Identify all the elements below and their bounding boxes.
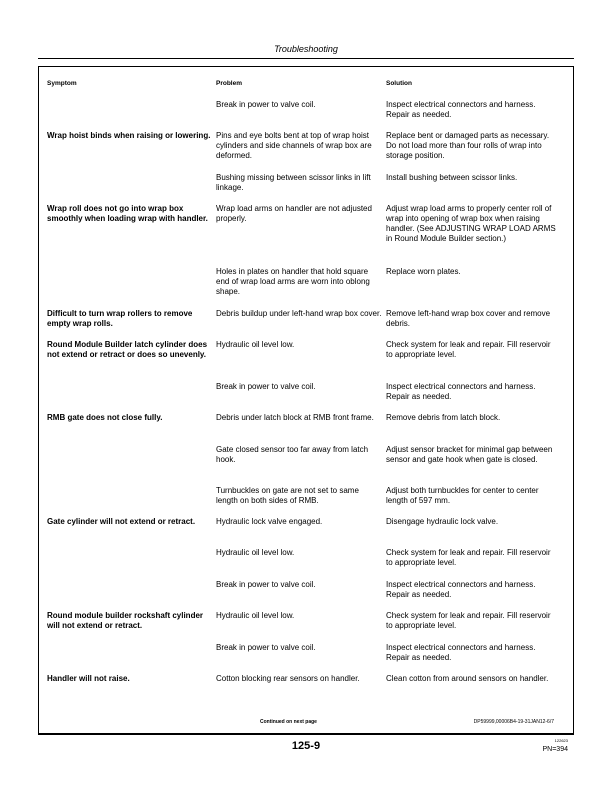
table-row-solution: Check system for leak and repair. Fill reservoir to appropriate level. <box>386 340 551 359</box>
table-row-solution: Clean cotton from around sensors on handler. <box>386 674 549 683</box>
table-row-problem: Turnbuckles on gate are not set to same length on both sides of RMB. <box>216 486 359 505</box>
table-row-solution: Remove debris from latch block. <box>386 413 501 422</box>
table-row-symptom: Wrap hoist binds when raising or lowering. <box>47 131 211 140</box>
table-row-symptom: Round module builder rockshaft cylinder will not extend or retract. <box>47 611 204 630</box>
table-row-problem: Hydraulic lock valve engaged. <box>216 517 323 526</box>
table-row-problem: Break in power to valve coil. <box>216 643 316 652</box>
table-row-solution: Adjust sensor bracket for minimal gap between sensor and gate hook when gate is closed. <box>386 445 553 464</box>
table-row-problem: Break in power to valve coil. <box>216 382 316 391</box>
page-number: 125-9 <box>291 740 321 752</box>
table-row-solution: Check system for leak and repair. Fill reservoir to appropriate level. <box>386 548 551 567</box>
table-row-symptom: Gate cylinder will not extend or retract. <box>47 517 196 526</box>
document-code: DP59999,00006B4-19-31JAN12-6/7 <box>473 719 554 725</box>
table-row-solution: Adjust both turnbuckles for center to center length of 597 mm. <box>386 486 539 505</box>
table-row-problem: Break in power to valve coil. <box>216 100 316 109</box>
table-row-solution: Install bushing between scissor links. <box>386 173 518 182</box>
table-row-symptom: Wrap roll does not go into wrap box smoothly when loading wrap with handler. <box>47 204 208 223</box>
table-row-problem: Holes in plates on handler that hold square end of wrap load arms are worn into oblong shape. <box>216 267 370 296</box>
table-row-solution: Inspect electrical connectors and harness. Repair as needed. <box>386 382 536 401</box>
table-row-solution: Inspect electrical connectors and harness. Repair as needed. <box>386 580 536 599</box>
table-row-solution: Disengage hydraulic lock valve. <box>386 517 499 526</box>
column-header-symptom: Symptom <box>47 80 77 87</box>
pn-number: PN=394 <box>542 746 568 753</box>
column-header-problem: Problem <box>216 80 243 87</box>
table-row-problem: Hydraulic oil level low. <box>216 548 295 557</box>
table-row-problem: Cotton blocking rear sensors on handler. <box>216 674 360 683</box>
table-row-symptom: Difficult to turn wrap rollers to remove empty wrap rolls. <box>47 309 193 328</box>
footer-rule <box>38 734 574 735</box>
table-row-problem: Gate closed sensor too far away from latch hook. <box>216 445 369 464</box>
table-row-solution: Adjust wrap load arms to properly center roll of wrap into opening of wrap box when raising handler. (See ADJUSTING WRAP LOAD ARMS in Round Module Builder section.) <box>386 204 556 243</box>
column-header-solution: Solution <box>386 80 412 87</box>
table-row-problem: Pins and eye bolts bent at top of wrap hoist cylinders and side channels of wrap box are deformed. <box>216 131 372 160</box>
table-row-solution: Replace bent or damaged parts as necessary. Do not load more than four rolls of wrap into storage position. <box>386 131 550 160</box>
table-row-problem: Bushing missing between scissor links in lift linkage. <box>216 173 371 192</box>
table-row-solution: Check system for leak and repair. Fill reservoir to appropriate level. <box>386 611 551 630</box>
table-row-problem: Hydraulic oil level low. <box>216 611 295 620</box>
table-row-problem: Debris buildup under left-hand wrap box cover. <box>216 309 382 318</box>
table-row-solution: Inspect electrical connectors and harness. Repair as needed. <box>386 643 536 662</box>
continued-note: Continued on next page <box>260 719 317 725</box>
page-running-head: Troubleshooting <box>274 44 338 54</box>
publication-code: 122623 <box>554 738 568 743</box>
table-row-symptom: Round Module Builder latch cylinder does not extend or retract or does so unevenly. <box>47 340 208 359</box>
table-row-problem: Debris under latch block at RMB front frame. <box>216 413 374 422</box>
table-row-solution: Replace worn plates. <box>386 267 461 276</box>
table-row-problem: Wrap load arms on handler are not adjusted properly. <box>216 204 372 223</box>
table-row-problem: Hydraulic oil level low. <box>216 340 295 349</box>
table-row-problem: Break in power to valve coil. <box>216 580 316 589</box>
table-row-solution: Inspect electrical connectors and harness. Repair as needed. <box>386 100 536 119</box>
table-row-solution: Remove left-hand wrap box cover and remove debris. <box>386 309 551 328</box>
header-rule <box>38 58 574 59</box>
table-row-symptom: RMB gate does not close fully. <box>47 413 163 422</box>
table-row-symptom: Handler will not raise. <box>47 674 130 683</box>
